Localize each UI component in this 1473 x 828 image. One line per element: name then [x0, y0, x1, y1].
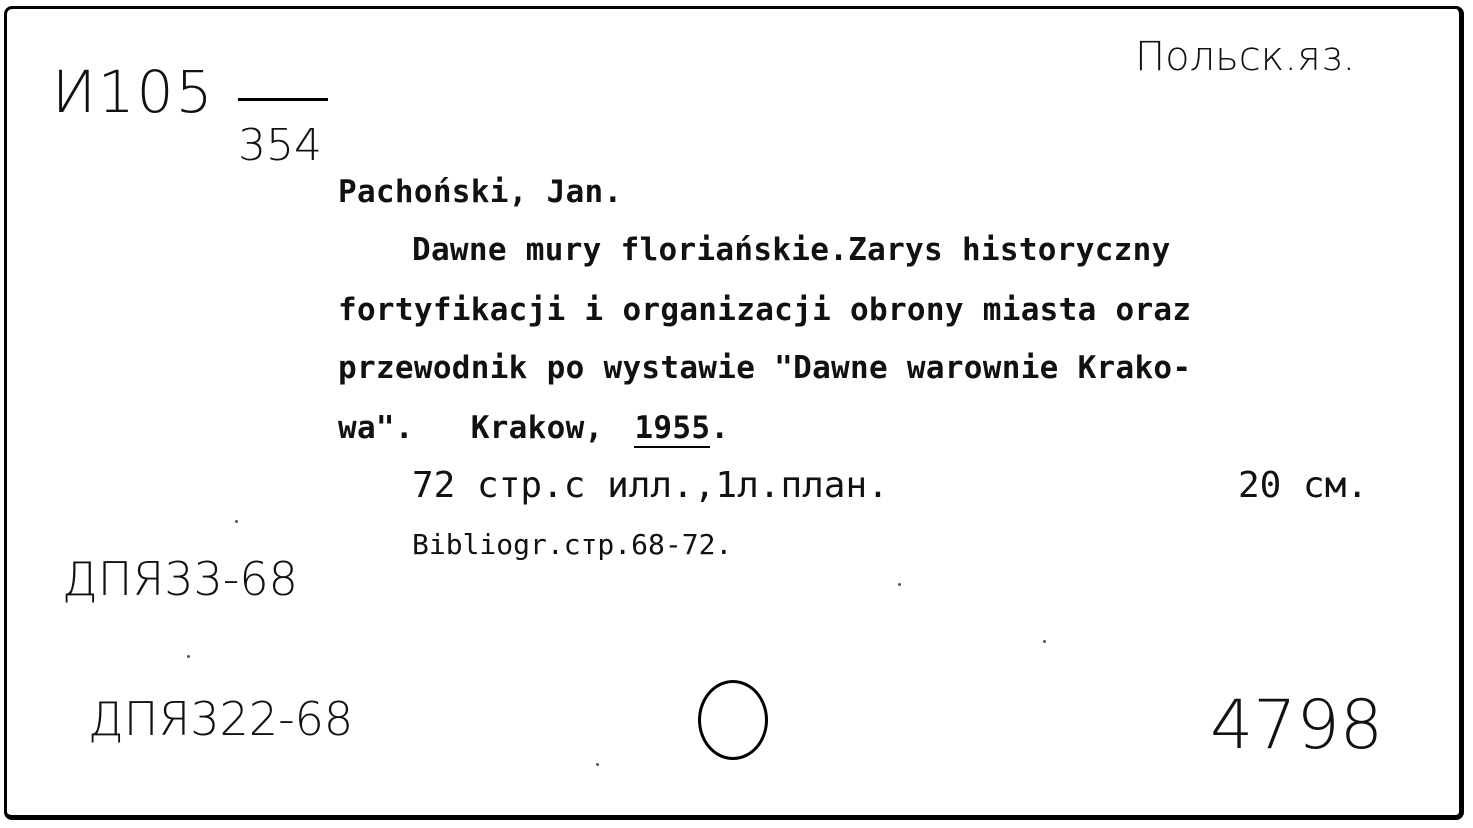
- title-line-3: przewodnik po wystawie "Dawne warownie Krako-: [338, 350, 1192, 386]
- call-number-bottom: 354: [238, 120, 322, 171]
- title-line-1: Dawne mury floriańskie.Zarys historyczny: [412, 232, 1171, 268]
- card-size: 20 см.: [1238, 465, 1369, 506]
- title-line-2: fortyfikacji i organizacji obrony miasta oraz: [338, 292, 1192, 328]
- language-note: Польск.яз.: [1135, 34, 1356, 80]
- accession-number-2: ДПЯ322-68: [88, 692, 354, 746]
- publication-year: 1955: [634, 410, 711, 446]
- call-number-divider: [238, 98, 328, 101]
- bibliography-note: Bibliogr.стр.68-72.: [412, 528, 733, 561]
- author: Pachoński, Jan.: [338, 174, 623, 210]
- inventory-number: 4798: [1210, 686, 1384, 765]
- scan-speck: [187, 655, 190, 658]
- call-number-top: И105: [52, 58, 215, 126]
- circle-mark: [698, 680, 768, 760]
- physical-description: 72 стр.с илл.,1л.план.: [412, 465, 889, 506]
- scan-speck: [1043, 640, 1046, 643]
- title-line-4-text: wa". Krakow,: [338, 410, 604, 446]
- accession-number-1: ДПЯ33-68: [62, 552, 298, 606]
- year-period: .: [710, 410, 730, 446]
- scan-speck: [235, 520, 238, 523]
- title-line-4: [338, 410, 729, 446]
- scan-speck: [898, 583, 901, 586]
- scan-speck: [596, 763, 599, 766]
